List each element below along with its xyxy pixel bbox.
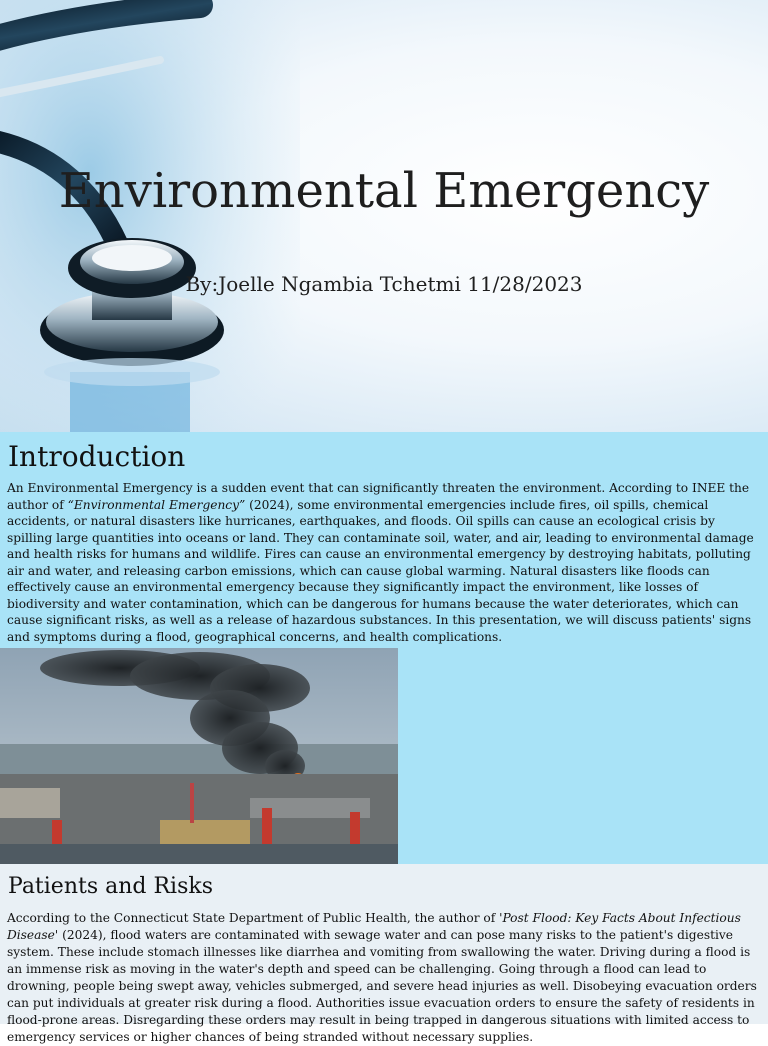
title-slide <box>0 0 768 432</box>
patients-risks-paragraph <box>7 910 759 1046</box>
intro-text-start: An Environmental Emergency is a sudden event that can significantly threaten the environment. According to INEE the author of <box>7 481 750 512</box>
introduction-paragraph <box>7 480 759 645</box>
industrial-fire-photo <box>0 648 398 864</box>
patients-citation: 'Post Flood: Key Facts About Infectious Disease' <box>7 911 741 942</box>
intro-text-rest: (2024), some environmental emergencies include fires, oil spills, chemical accidents, or natural disasters like hurricanes, earthquakes, and floods. Oil spills can cause an ecological crisis by spilling large quantities into oceans or land. They can contaminate soil, water, and air, leading to environmental damage and health risks for humans and wildlife. Fires can cause an environmental emergency by destroying habitats, polluting air and water, and releasing carbon emissions, which can cause global warming. Natural disasters like floods can effectively cause an environmental emergency because they significantly impact the environment, like losses of biodiversity and water contamination, which can be dangerous for humans because the water deteriorates, which can cause significant risks, as well as a release of hazardous substances. In this presentation, we will discuss patients' signs and symptoms during a flood, geographical concerns, and health complications. <box>7 497 754 644</box>
patients-risks-heading: Patients and Risks <box>8 874 213 899</box>
presentation-title: Environmental Emergency <box>58 163 710 219</box>
intro-citation: “Environmental Emergency” <box>67 497 246 512</box>
introduction-slide <box>0 432 768 864</box>
patients-text-rest: (2024), flood waters are contaminated with sewage water and can pose many risks to the patient's digestive system. These include stomach illnesses like diarrhea and vomiting from swallowing the water. Driving during a flood is an immense risk as moving in the water's depth and speed can be challenging. Going through a flood can lead to drowning, people being swept away, vehicles submerged, and severe head injuries as well. Disobeying evacuation orders can put individuals at greater risk during a flood. Authorities issue evacuation orders to ensure the safety of residents in flood-prone areas. Disregarding these orders may result in being trapped in dangerous situations with limited access to emergency services or higher chances of being stranded without necessary supplies. <box>7 928 757 1044</box>
patients-risks-slide <box>0 864 768 1044</box>
introduction-heading: Introduction <box>8 440 186 473</box>
author-byline: By:Joelle Ngambia Tchetmi 11/28/2023 <box>185 272 583 296</box>
patients-text-start: According to the Connecticut State Department of Public Health, the author of <box>7 911 500 925</box>
